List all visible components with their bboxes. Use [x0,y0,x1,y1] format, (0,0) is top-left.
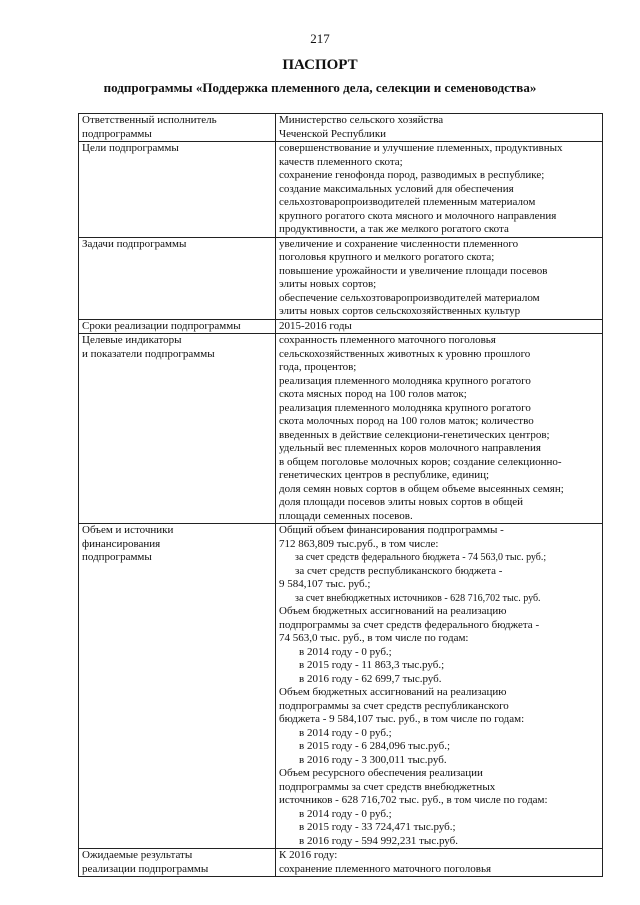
row-content-line: Чеченской Республики [279,127,387,140]
row-label-line: Сроки реализации подпрограммы [82,319,241,332]
row-content-cell [276,524,603,849]
row-content-cell [276,114,603,142]
table-row [79,319,603,334]
row-content-line: сельхозтоваропроизводителей племенным материалом [279,196,536,208]
row-content-line: Объем ресурсного обеспечения реализации [279,767,483,779]
row-label-cell [79,142,276,238]
row-content-line: обеспечение сельхозтоваропроизводителей материалом [279,291,540,304]
row-content-cell [276,142,603,238]
row-label-cell [79,524,276,849]
row-content-line: сохранность племенного маточного поголовья [279,334,496,346]
document-subtitle: подпрограммы «Поддержка племенного дела, селекции и семеноводства» [103,80,537,95]
row-label-line: Ожидаемые результаты [82,849,193,861]
row-content-line: в 2016 году - 62 699,7 тыс.руб. [299,672,442,685]
passport-table-body [79,114,603,877]
document-title: ПАСПОРТ [282,57,358,73]
row-label-cell [79,319,276,334]
row-content-line: в 2015 году - 6 284,096 тыс.руб.; [299,740,451,752]
row-content-line: доля семян новых сортов в общем объеме высеянных семян; [279,482,564,495]
table-row [79,237,603,319]
row-content-line: реализация племенного молодняка крупного рогатого [279,401,531,414]
row-content-line: за счет средств федерального бюджета - 74 563,0 тыс. руб.; [295,552,547,563]
row-content-line: в общем поголовье молочных коров; создание селекционно- [279,455,562,468]
row-content-line: подпрограммы за счет средств республиканского [279,699,509,712]
row-content-cell [276,237,603,319]
row-content-line: площади семенных посевов. [279,509,413,522]
row-content-line: реализация племенного молодняка крупного рогатого [279,374,531,387]
row-content-line: генетических центров в республике, единиц; [279,469,490,481]
row-content-line: в 2016 году - 594 992,231 тыс.руб. [299,834,459,847]
row-label-line: реализации подпрограммы [82,862,209,875]
row-content-line: совершенствование и улучшение племенных, продуктивных [279,142,563,154]
row-content-line: подпрограммы за счет средств внебюджетных [279,780,496,793]
row-content-line: К 2016 году: [279,849,338,861]
row-content-line: скота мясных пород на 100 голов маток; [279,388,467,400]
row-content-line: в 2015 году - 33 724,471 тыс.руб.; [299,821,456,833]
row-content-line: источников - 628 716,702 тыс. руб., в том числе по годам: [279,794,548,806]
row-content-line: поголовья крупного и мелкого рогатого скота; [279,251,495,263]
row-content-line: крупного рогатого скота мясного и молочного направления [279,209,557,222]
row-content-line: в 2014 году - 0 руб.; [299,807,392,820]
row-label-line: Цели подпрограммы [82,142,179,154]
row-content-line: повышение урожайности и увеличение площади посевов [279,264,548,277]
row-content-line: скота молочных пород на 100 голов маток; количество [279,415,534,427]
row-label-line: подпрограммы [82,551,152,563]
row-label-line: и показатели подпрограммы [82,347,215,360]
row-content-line: подпрограммы за счет средств федерального бюджета - [279,618,540,631]
row-content-line: в 2016 году - 3 300,011 тыс.руб. [299,753,447,766]
row-content-line: бюджета - 9 584,107 тыс. руб., в том числе по годам: [279,713,525,725]
passport-table [78,113,603,877]
row-label-line: Целевые индикаторы [82,334,182,346]
row-content-line: в 2014 году - 0 руб.; [299,726,392,739]
row-label-cell [79,334,276,524]
row-content-line: элиты новых сортов сельскохозяйственных культур [279,305,521,317]
table-row [79,114,603,142]
row-content-line: введенных в действие селекциони-генетических центров; [279,428,550,441]
row-content-line: года, процентов; [279,361,357,373]
page-number: 217 [310,31,330,46]
table-row [79,849,603,877]
row-content-line: сохранение генофонда пород, разводимых в республике; [279,169,545,181]
row-content-cell [276,334,603,524]
row-label-line: подпрограммы [82,127,152,140]
row-content-cell [276,319,603,334]
row-label-line: Объем и источники [82,524,174,536]
row-content-line: 74 563,0 тыс. руб., в том числе по годам: [279,632,469,644]
row-content-line: Министерство сельского хозяйства [279,114,444,126]
table-row [79,334,603,524]
row-label-cell [79,237,276,319]
table-row [79,524,603,849]
row-content-line: сельскохозяйственных животных к уровню прошлого [279,347,531,360]
row-content-line: 2015-2016 годы [279,319,352,332]
row-content-line: доля площади посевов элиты новых сортов в общей [279,496,524,508]
row-content-line: 712 863,809 тыс.руб., в том числе: [279,537,439,550]
row-content-line: качеств племенного скота; [279,155,403,168]
row-content-line: удельный вес племенных коров молочного направления [279,442,541,454]
row-label-line: Ответственный исполнитель [82,114,217,126]
row-content-line: элиты новых сортов; [279,278,377,290]
row-label-line: Задачи подпрограммы [82,237,187,250]
row-content-line: 9 584,107 тыс. руб.; [279,578,371,590]
row-label-line: финансирования [82,537,161,550]
row-content-line: продуктивности, а так же мелкого рогатого скота [279,223,509,235]
row-content-cell [276,849,603,877]
row-label-cell [79,849,276,877]
row-content-line: в 2015 году - 11 863,3 тыс.руб.; [299,659,445,671]
row-content-line: создание максимальных условий для обеспечения [279,182,514,195]
row-content-line: за счет внебюджетных источников - 628 716,702 тыс. руб. [295,592,541,604]
row-content-line: увеличение и сохранение численности племенного [279,237,519,250]
row-content-line: Объем бюджетных ассигнований на реализацию [279,605,507,617]
row-content-line: сохранение племенного маточного поголовья [279,862,492,875]
row-label-cell [79,114,276,142]
row-content-line: за счет средств республиканского бюджета - [295,564,503,577]
row-content-line: в 2014 году - 0 руб.; [299,645,392,658]
row-content-line: Объем бюджетных ассигнований на реализацию [279,686,507,698]
row-content-line: Общий объем финансирования подпрограммы - [279,524,504,536]
table-row [79,142,603,238]
